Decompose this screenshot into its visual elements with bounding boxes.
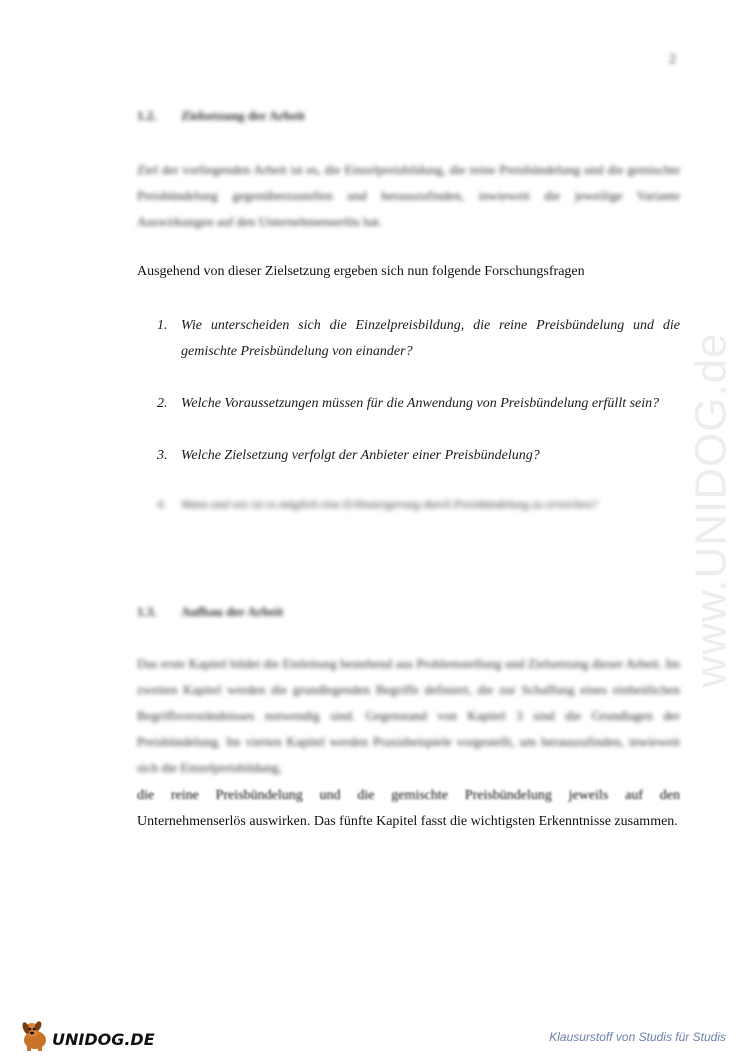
section-title: Zielsetzung der Arbeit (181, 108, 305, 123)
question-text: Welche Zielsetzung verfolgt der Anbieter einer Preisbündelung? (181, 448, 540, 463)
research-question-4 (157, 491, 680, 517)
question-number: 2. (157, 396, 168, 411)
question-number: 3. (157, 448, 168, 463)
section-title: Aufbau der Arbeit (181, 604, 284, 619)
section-number: 1.2. (137, 108, 157, 123)
question-number: 4. (157, 497, 166, 511)
watermark (672, 290, 750, 730)
section-heading-1-3 (137, 604, 283, 620)
research-question-1 (157, 313, 680, 365)
question-text: Wie unterscheiden sich die Einzelpreisbildung, die reine Preisbündelung und die gemischte Preisbündelung von einander? (181, 318, 680, 359)
question-text: Welche Voraussetzungen müssen für die Anwendung von Preisbündelung erfüllt sein? (181, 396, 660, 411)
question-number: 1. (157, 318, 168, 333)
structure-paragraph-clear: Unternehmenserlös auswirken. Das fünfte Kapitel fasst die wichtigsten Erkenntnisse zusammen. (137, 814, 678, 829)
watermark-text: www.UNIDOG.de (687, 332, 737, 688)
research-intro: Ausgehend von dieser Zielsetzung ergeben sich nun folgende Forschungsfragen (137, 264, 585, 279)
research-question-2 (157, 391, 680, 417)
structure-paragraph-partial: die reine Preisbündelung und die gemischte Preisbündelung jeweils auf den (137, 788, 680, 803)
dog-icon (18, 1018, 158, 1054)
research-question-3 (157, 443, 680, 469)
page-number: 2 (669, 52, 676, 67)
research-question-list (157, 313, 680, 517)
section-number: 1.3. (137, 604, 157, 619)
question-text: Wann und wie ist es möglich eine Erlössteigerung durch Preisbündelung zu erreichen? (181, 497, 598, 511)
logo-text: UNIDOG.DE (52, 1030, 155, 1049)
footer-tagline: Klausurstoff von Studis für Studis (549, 1030, 726, 1044)
section-heading-1-2 (137, 108, 305, 124)
objective-paragraph: Ziel der vorliegenden Arbeit ist es, die Einzelpreisbildung, die reine Preisbündelung und die gemischte Preisbündelung gegenüberzustellen und herauszufinden, inwieweit die jeweilige Variante Auswirkungen auf den Unternehmenserlös hat. (137, 162, 680, 229)
structure-paragraph-blurred: Das erste Kapitel bildet die Einleitung bestehend aus Problemstellung und Zielsetzung dieser Arbeit. Im zweiten Kapitel werden die grundlegenden Begriffe definiert, die zur Schaffung eines einheitlichen Begriffsverständnisses notwendig sind. Gegenstand von Kapitel 3 sind die Grundlagen der Preisbündelung. Im vierten Kapitel werden Praxisbeispiele vorgestellt, um herauszufinden, inwieweit sich die Einzelpreisbildung, (137, 656, 680, 775)
unidog-logo[interactable] (18, 1018, 158, 1054)
